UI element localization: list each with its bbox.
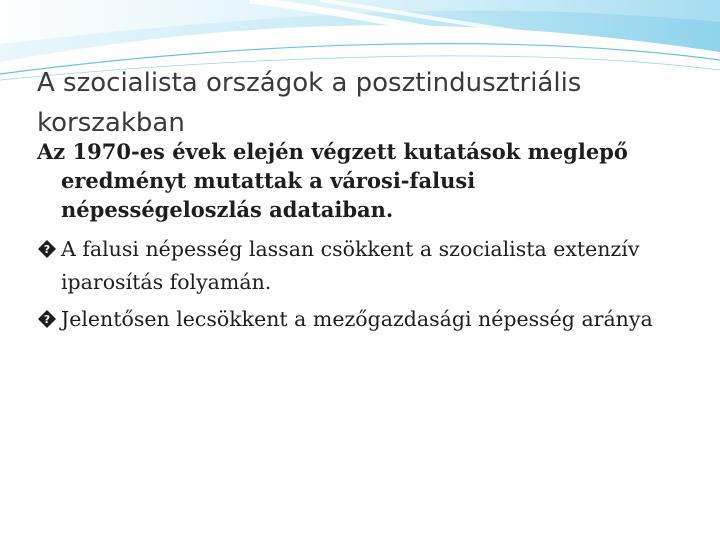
bullet-item-1 [37, 233, 677, 299]
bullet-text: Jelentősen lecsökkent a mezőgazdasági népesség aránya [61, 307, 653, 331]
slide-content [37, 137, 677, 340]
bullet-item-2 [37, 303, 677, 336]
missing-glyph-icon [37, 309, 57, 329]
lead-paragraph: Az 1970-es évek elején végzett kutatások meglepő eredményt mutattak a városi-falusi népességeloszlás adataiban. [37, 139, 628, 222]
bullet-text: A falusi népesség lassan csökkent a szocialista extenzív iparosítás folyamán. [61, 237, 640, 294]
svg-text:?: ? [43, 313, 51, 327]
slide-title: A szocialista országok a posztindusztriális korszakban [37, 68, 582, 138]
svg-text:?: ? [43, 243, 51, 257]
missing-glyph-icon [37, 239, 57, 259]
